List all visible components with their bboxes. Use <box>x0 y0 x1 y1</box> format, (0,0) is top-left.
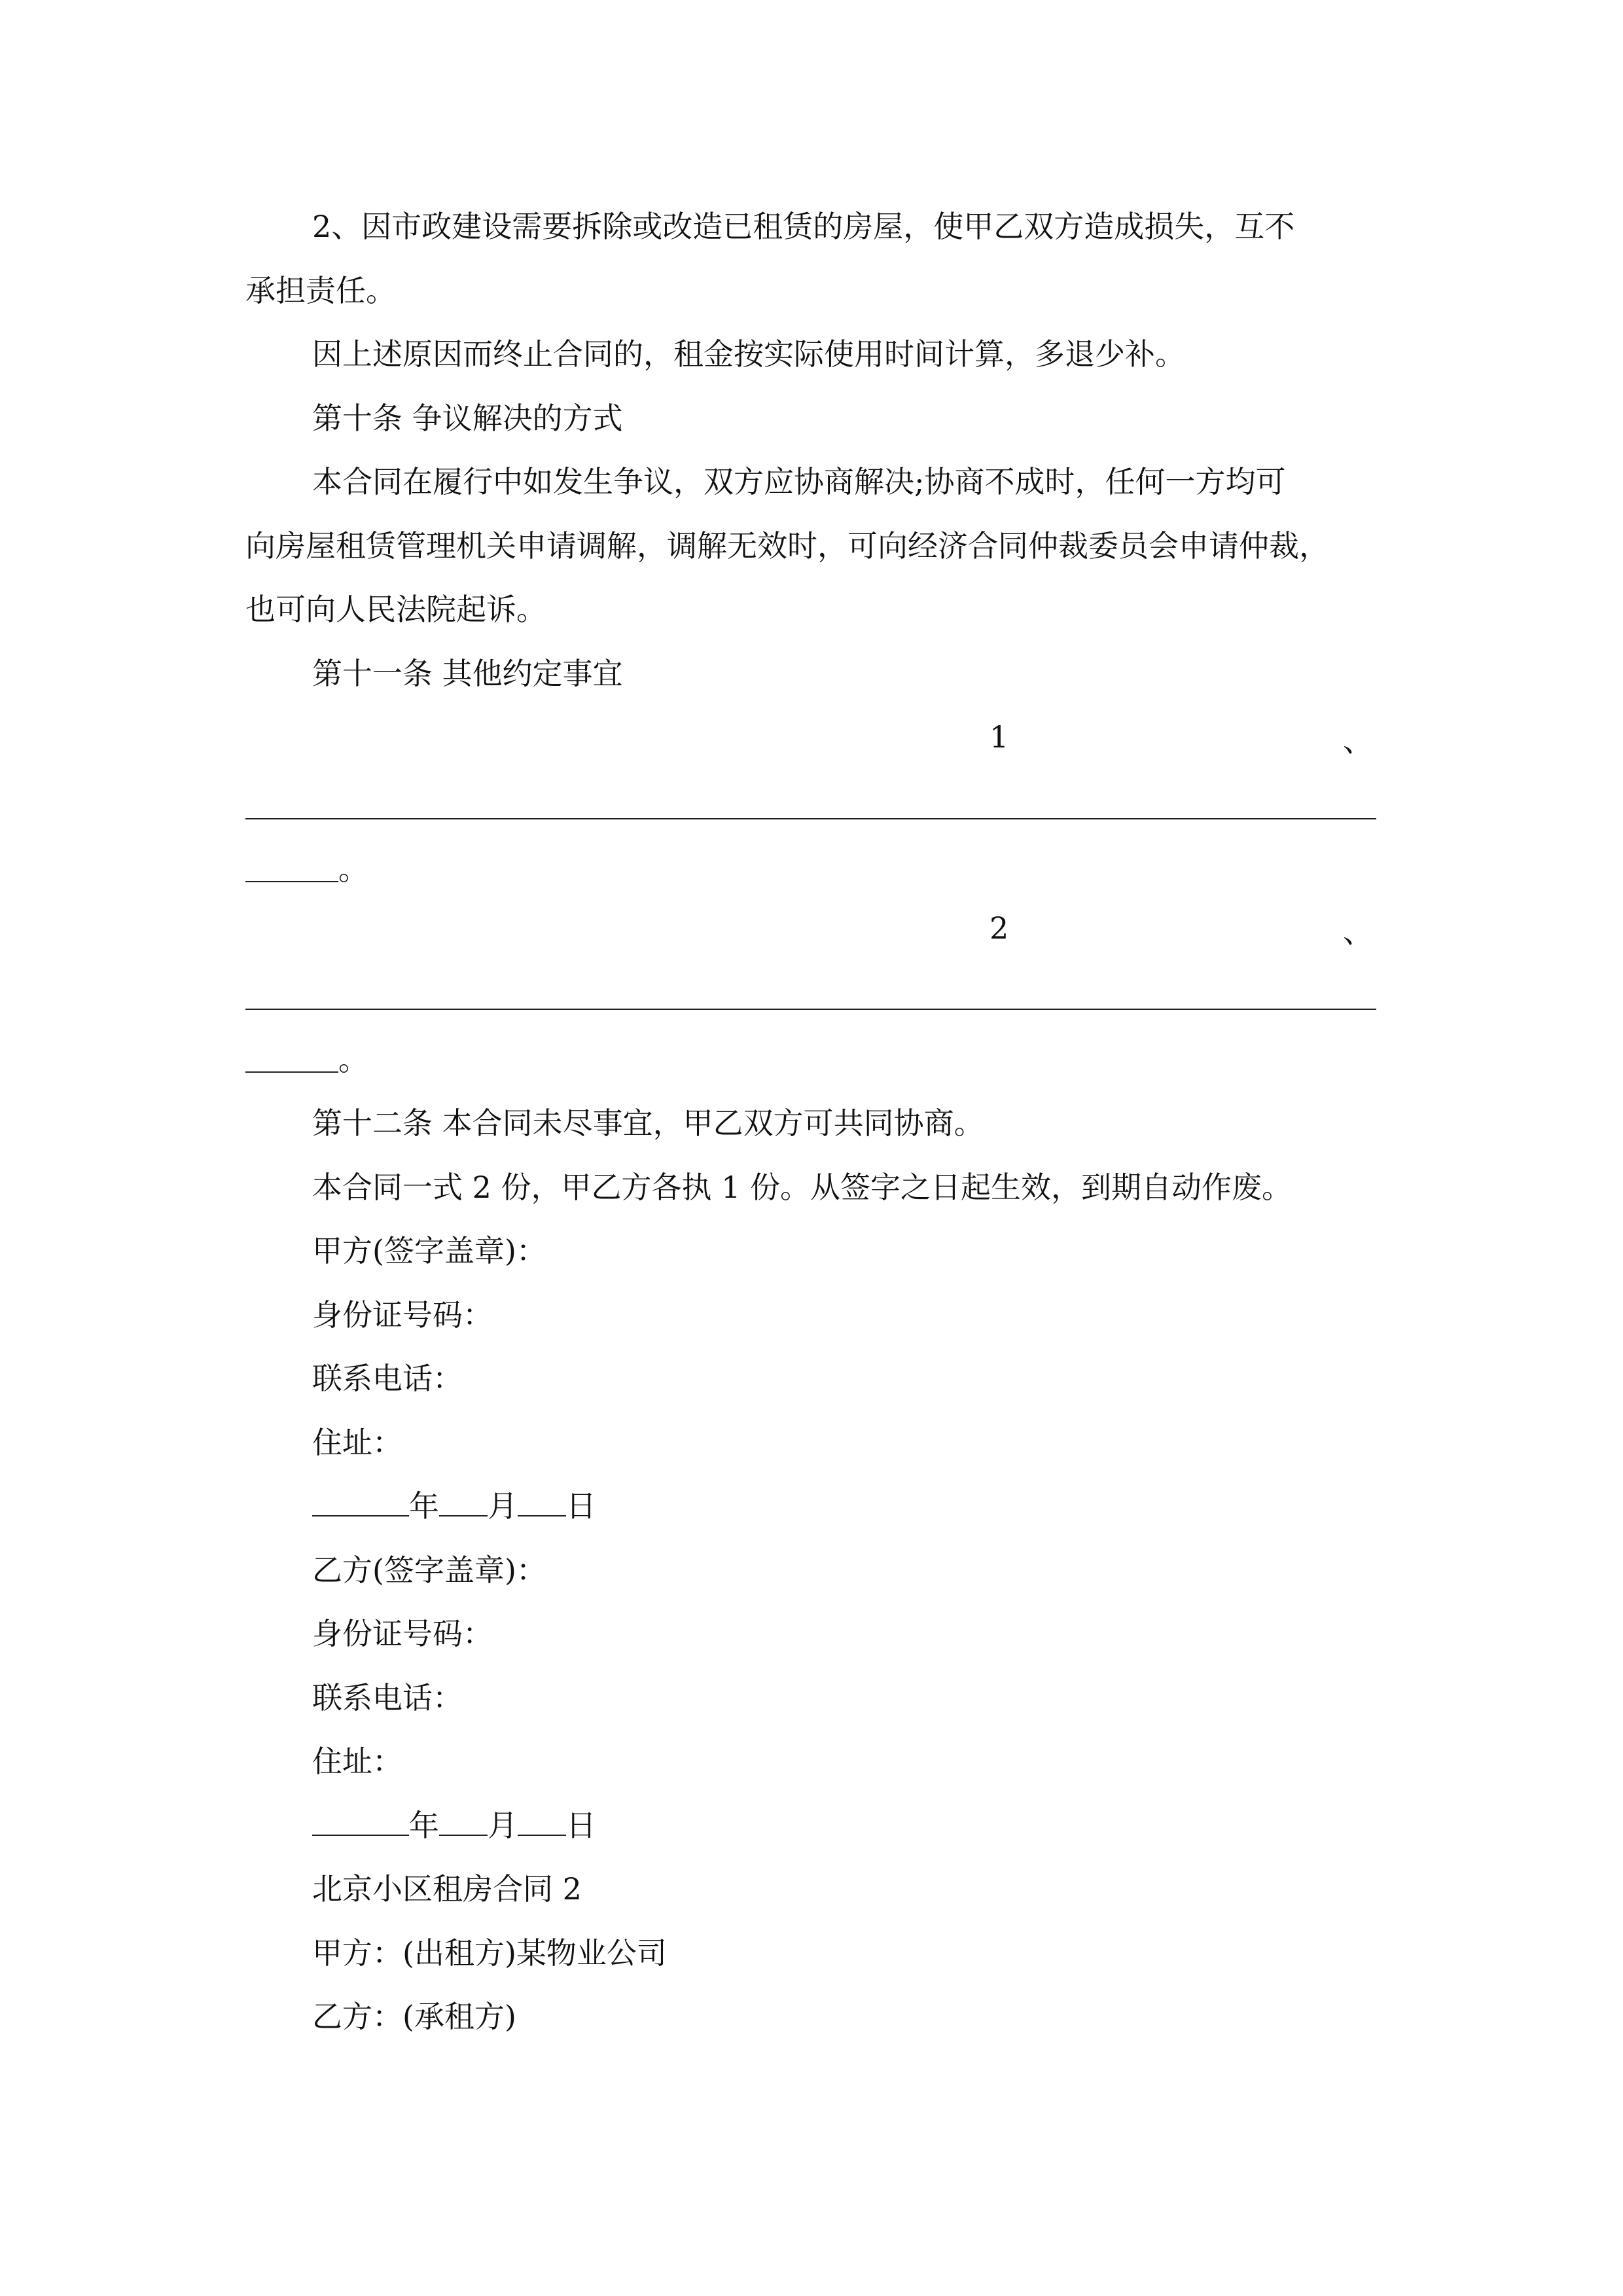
second-contract-lessee: 乙方：(承租方) <box>312 1999 516 2034</box>
clause-12-heading: 第十二条 本合同未尽事宜，甲乙双方可共同协商。 <box>312 1105 984 1141</box>
copies-note: 本合同一式 2 份，甲乙方各执 1 份。从签字之日起生效，到期自动作废。 <box>312 1170 1293 1205</box>
party-b-address-label: 住址： <box>312 1744 402 1779</box>
item-1-fill-line <box>245 818 1376 819</box>
party-a-phone-label: 联系电话： <box>312 1361 463 1396</box>
party-a-day-blank <box>518 1486 566 1516</box>
clause-10-heading: 第十条 争议解决的方式 <box>312 401 623 436</box>
party-a-signature-label: 甲方(签字盖章)： <box>312 1233 546 1268</box>
party-a-year-label: 年 <box>409 1488 439 1524</box>
item-1-comma: 、 <box>1343 723 1373 759</box>
item-1-period: 。 <box>338 852 368 887</box>
party-b-year-label: 年 <box>409 1808 439 1843</box>
item-2-period: 。 <box>338 1042 368 1077</box>
party-b-month-label: 月 <box>488 1808 518 1843</box>
item-1-fill-tail <box>245 881 338 882</box>
clause-9-note: 因上述原因而终止合同的，租金按实际使用时间计算，多退少补。 <box>312 336 1185 372</box>
item-2-comma: 、 <box>1343 914 1373 950</box>
second-contract-title: 北京小区租房合同 2 <box>312 1871 582 1907</box>
item-2-number: 2 <box>990 910 1009 946</box>
item-1-number: 1 <box>990 719 1009 755</box>
clause-10-text-1: 本合同在履行中如发生争议，双方应协商解决;协商不成时，任何一方均可 <box>312 464 1286 499</box>
clause-10-text-2: 向房屋租赁管理机关申请调解，调解无效时，可向经济合同仲裁委员会申请仲裁， <box>245 528 1329 564</box>
item-2-fill-line <box>245 1009 1376 1010</box>
clause-11-heading: 第十一条 其他约定事宜 <box>312 656 623 691</box>
party-b-day-label: 日 <box>566 1808 596 1843</box>
party-b-month-blank <box>439 1806 488 1836</box>
party-b-date-line <box>312 1804 596 1846</box>
clause-10-text-3: 也可向人民法院起诉。 <box>245 592 546 627</box>
party-b-phone-label: 联系电话： <box>312 1680 463 1715</box>
party-a-address-label: 住址： <box>312 1425 402 1460</box>
party-b-signature-label: 乙方(签字盖章)： <box>312 1552 546 1588</box>
party-b-id-label: 身份证号码： <box>312 1616 493 1651</box>
party-a-id-label: 身份证号码： <box>312 1297 493 1333</box>
party-b-day-blank <box>518 1806 566 1836</box>
party-a-month-blank <box>439 1486 488 1516</box>
clause-9-item-2: 2、因市政建设需要拆除或改造已租赁的房屋，使甲乙双方造成损失，互不 <box>312 209 1295 244</box>
party-a-day-label: 日 <box>566 1488 596 1524</box>
second-contract-lessor: 甲方：(出租方)某物业公司 <box>312 1935 667 1971</box>
party-a-month-label: 月 <box>488 1488 518 1524</box>
clause-9-item-2-cont: 承担责任。 <box>245 273 396 308</box>
party-a-date-line <box>312 1485 596 1527</box>
party-a-year-blank <box>312 1486 409 1516</box>
item-2-fill-tail <box>245 1071 338 1073</box>
party-b-year-blank <box>312 1806 409 1836</box>
